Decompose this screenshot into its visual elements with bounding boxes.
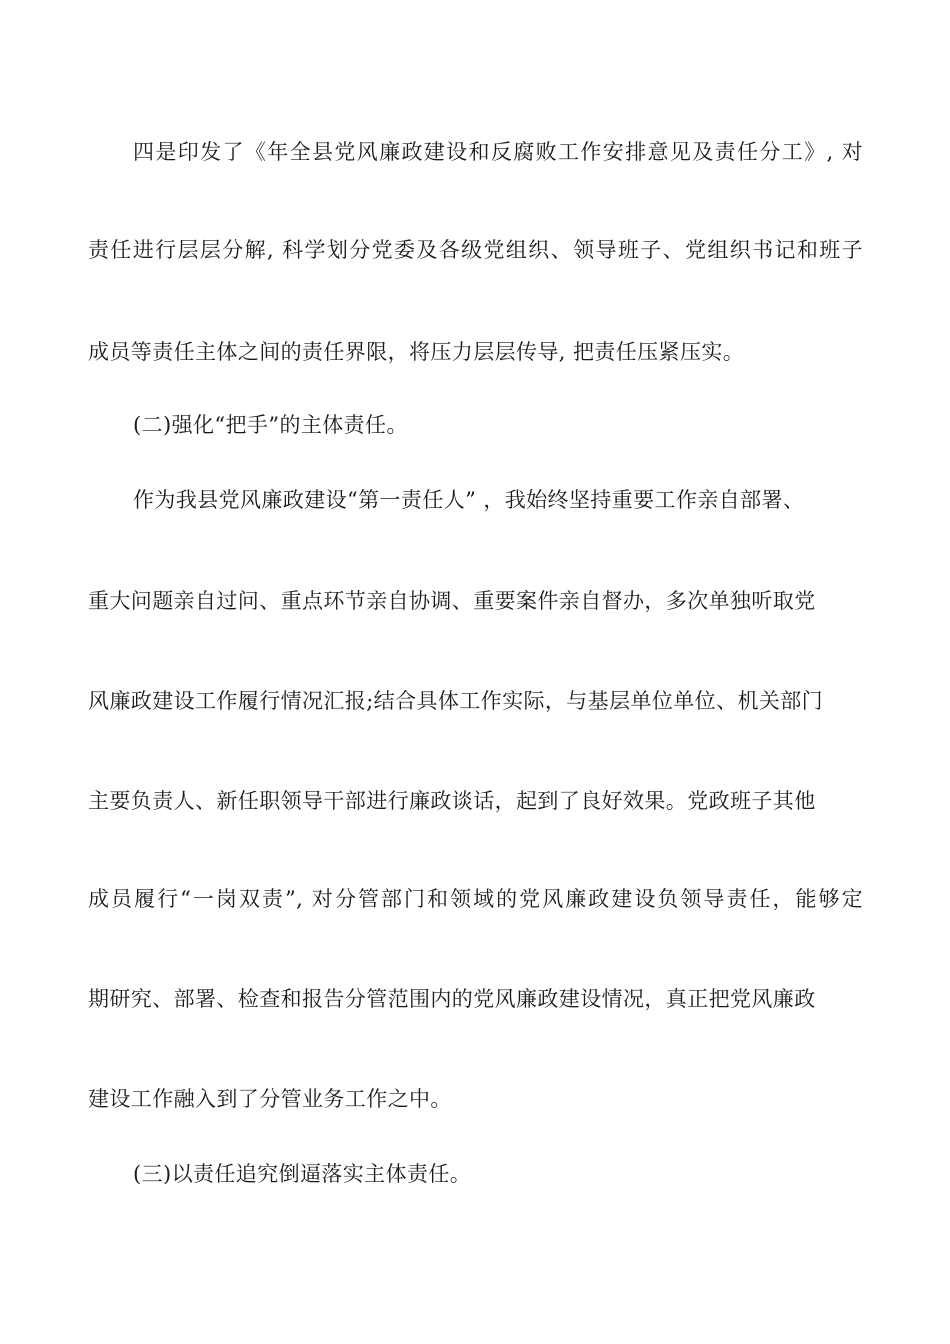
paragraph-1-line-1: 四是印发了《年全县党风廉政建设和反腐败工作安排意见及责任分工》, 对 [133, 140, 863, 164]
paragraph-2-line-7: 建设工作融入到了分管业务工作之中。 [88, 1087, 452, 1111]
paragraph-2-line-1: 作为我县党风廉政建设“第一责任人” ，我始终坚持重要工作亲自部署、 [133, 488, 805, 512]
paragraph-1-line-2: 责任进行层层分解, 科学划分党委及各级党组织、领导班子、党组织书记和班子 [88, 238, 863, 262]
section-heading-2: (二)强化“把手”的主体责任。 [133, 413, 408, 437]
paragraph-2-line-5: 成员履行“一岗双责”, 对分管部门和领域的党风廉政建设负领导责任，能够定 [88, 887, 863, 911]
section-heading-3: (三)以责任追究倒逼落实主体责任。 [133, 1162, 472, 1186]
paragraph-2-line-3: 风廉政建设工作履行情况汇报;结合具体工作实际，与基层单位单位、机关部门 [88, 689, 824, 713]
paragraph-2-line-2: 重大问题亲自过问、重点环节亲自协调、重要案件亲自督办，多次单独听取党 [88, 589, 816, 613]
paragraph-1-line-3: 成员等责任主体之间的责任界限，将压力层层传导, 把责任压紧压实。 [88, 340, 745, 364]
paragraph-2-line-6: 期研究、部署、检查和报告分管范围内的党风廉政建设情况，真正把党风廉政 [88, 987, 816, 1011]
paragraph-2-line-4: 主要负责人、新任职领导干部进行廉政谈话，起到了良好效果。党政班子其他 [88, 789, 816, 813]
